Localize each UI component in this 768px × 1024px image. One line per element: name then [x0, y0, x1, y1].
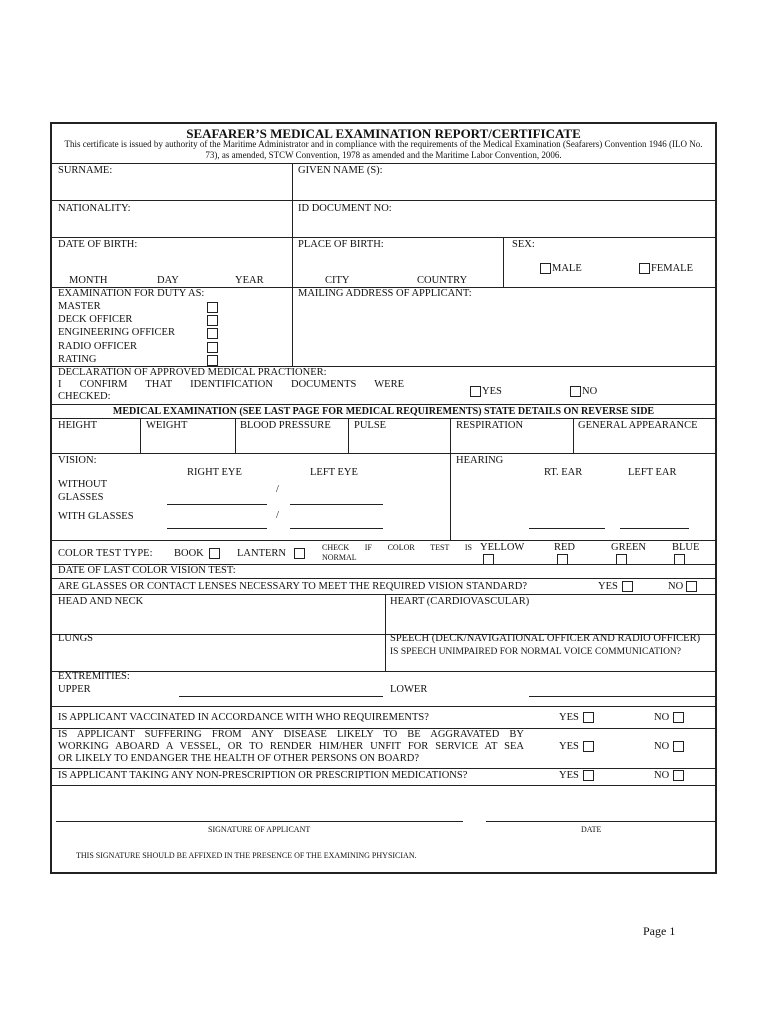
city-label: CITY	[325, 275, 350, 286]
dob-label: DATE OF BIRTH:	[58, 239, 138, 250]
mailing-address-label: MAILING ADDRESS OF APPLICANT:	[298, 288, 472, 299]
blue-label: BLUE	[672, 542, 700, 553]
male-label: MALE	[552, 263, 582, 274]
duty-rating-label: RATING	[58, 354, 97, 365]
glasses-yes-checkbox[interactable]	[622, 581, 633, 592]
medications-yes-label: YES	[559, 770, 579, 781]
vaccinated-no-label: NO	[654, 712, 670, 723]
disease-no-label: NO	[654, 741, 670, 752]
with-glasses-right-line[interactable]	[167, 528, 267, 529]
blue-checkbox[interactable]	[674, 554, 685, 565]
vision-label: VISION:	[58, 455, 97, 466]
vaccinated-no-checkbox[interactable]	[673, 712, 684, 723]
documents-yes-label: YES	[482, 386, 502, 397]
female-checkbox[interactable]	[639, 263, 650, 274]
form-title: SEAFARER’S MEDICAL EXAMINATION REPORT/CERTIFICATE	[186, 126, 581, 141]
date-label: DATE	[581, 825, 602, 834]
medications-no-checkbox[interactable]	[673, 770, 684, 781]
yellow-label: YELLOW	[480, 542, 525, 553]
rule	[52, 578, 715, 579]
country-label: COUNTRY	[417, 275, 468, 286]
without-glasses-right-line[interactable]	[167, 504, 267, 505]
without-glasses-left-line[interactable]	[290, 504, 383, 505]
heart-label: HEART (CARDIOVASCULAR)	[390, 596, 530, 607]
rule	[573, 418, 574, 453]
rule	[348, 418, 349, 453]
pob-label: PLACE OF BIRTH:	[298, 239, 384, 250]
glasses-no-checkbox[interactable]	[686, 581, 697, 592]
disease-question-2: WORKING ABOARD A VESSEL, OR TO RENDER HIM/HER UNFIT FOR SERVICE AT SEA	[58, 741, 524, 752]
rule	[450, 418, 451, 540]
pulse-label: PULSE	[354, 420, 387, 431]
speech-label-1: SPEECH (DECK/NAVIGATIONAL OFFICER AND RADIO OFFICER)	[390, 633, 701, 644]
red-label: RED	[554, 542, 575, 553]
upper-line[interactable]	[179, 696, 383, 697]
book-checkbox[interactable]	[209, 548, 220, 559]
height-label: HEIGHT	[58, 420, 98, 431]
rule	[52, 453, 715, 454]
respiration-label: RESPIRATION	[456, 420, 524, 431]
medical-exam-heading: MEDICAL EXAMINATION (SEE LAST PAGE FOR MEDICAL REQUIREMENTS) STATE DETAILS ON REVERSE SIDE	[112, 406, 655, 417]
male-checkbox[interactable]	[540, 263, 551, 274]
without-glasses-label-2: GLASSES	[58, 492, 104, 503]
month-label: MONTH	[69, 275, 108, 286]
sex-label: SEX:	[512, 239, 535, 250]
duty-rating-checkbox[interactable]	[207, 355, 218, 366]
documents-no-label: NO	[582, 386, 598, 397]
lungs-label: LUNGS	[58, 633, 94, 644]
color-test-type-label: COLOR TEST TYPE:	[58, 548, 153, 559]
declaration-label: DECLARATION OF APPROVED MEDICAL PRACTIONER:	[58, 367, 327, 378]
rule	[52, 163, 715, 164]
left-eye-label: LEFT EYE	[310, 467, 358, 478]
glasses-question: ARE GLASSES OR CONTACT LENSES NECESSARY TO MEET THE REQUIRED VISION STANDARD?	[58, 581, 528, 592]
blood-pressure-label: BLOOD PRESSURE	[240, 420, 331, 431]
year-label: YEAR	[235, 275, 264, 286]
rule	[52, 706, 715, 707]
glasses-yes-label: YES	[598, 581, 618, 592]
disease-yes-label: YES	[559, 741, 579, 752]
medications-yes-checkbox[interactable]	[583, 770, 594, 781]
rule	[140, 418, 141, 453]
with-glasses-label: WITH GLASSES	[58, 511, 134, 522]
right-eye-label: RIGHT EYE	[187, 467, 242, 478]
female-label: FEMALE	[651, 263, 693, 274]
rule	[52, 785, 715, 786]
left-ear-line[interactable]	[620, 528, 689, 529]
rule	[52, 540, 715, 541]
duty-deck-officer-label: DECK OFFICER	[58, 314, 133, 325]
disease-question-3: OR LIKELY TO ENDANGER THE HEALTH OF OTHER PERSONS ON BOARD?	[58, 753, 420, 764]
surname-label: SURNAME:	[58, 165, 113, 176]
lantern-checkbox[interactable]	[294, 548, 305, 559]
rule	[52, 237, 715, 238]
green-checkbox[interactable]	[616, 554, 627, 565]
medications-no-label: NO	[654, 770, 670, 781]
page-number: Page 1	[643, 924, 676, 938]
rule	[52, 404, 715, 405]
green-label: GREEN	[611, 542, 646, 553]
vaccinated-question: IS APPLICANT VACCINATED IN ACCORDANCE WITH WHO REQUIREMENTS?	[58, 712, 429, 723]
duty-radio-officer-label: RADIO OFFICER	[58, 341, 138, 352]
rt-ear-label: RT. EAR	[544, 467, 583, 478]
vaccinated-yes-checkbox[interactable]	[583, 712, 594, 723]
yellow-checkbox[interactable]	[483, 554, 494, 565]
vaccinated-yes-label: YES	[559, 712, 579, 723]
date-line[interactable]	[486, 821, 715, 822]
duty-engineering-officer-label: ENGINEERING OFFICER	[58, 327, 175, 338]
day-label: DAY	[157, 275, 179, 286]
duty-heading: EXAMINATION FOR DUTY AS:	[58, 288, 205, 299]
duty-radio-officer-checkbox[interactable]	[207, 342, 218, 353]
without-glasses-label-1: WITHOUT	[58, 479, 107, 490]
extremities-label: EXTREMITIES:	[58, 671, 130, 682]
slash: /	[276, 484, 279, 495]
signature-note: THIS SIGNATURE SHOULD BE AFFIXED IN THE PRESENCE OF THE EXAMINING PHYSICIAN.	[76, 851, 417, 860]
disease-yes-checkbox[interactable]	[583, 741, 594, 752]
nationality-label: NATIONALITY:	[58, 203, 131, 214]
check-if-normal-line-1: CHECK IF COLOR TEST IS	[322, 543, 472, 552]
rule	[503, 237, 504, 287]
medical-certificate-form	[50, 122, 717, 874]
lower-label: LOWER	[390, 684, 428, 695]
with-glasses-left-line[interactable]	[290, 528, 383, 529]
documents-no-checkbox[interactable]	[570, 386, 581, 397]
hearing-label: HEARING	[456, 455, 504, 466]
duty-deck-officer-checkbox[interactable]	[207, 315, 218, 326]
rule	[52, 594, 715, 595]
confirm-line-2: CHECKED:	[58, 391, 111, 402]
rt-ear-line[interactable]	[529, 528, 605, 529]
given-name-label: GIVEN NAME (S):	[298, 165, 383, 176]
red-checkbox[interactable]	[557, 554, 568, 565]
id-document-label: ID DOCUMENT NO:	[298, 203, 392, 214]
lantern-label: LANTERN	[237, 548, 286, 559]
glasses-no-label: NO	[668, 581, 684, 592]
duty-master-label: MASTER	[58, 301, 101, 312]
medications-question: IS APPLICANT TAKING ANY NON-PRESCRIPTION OR PRESCRIPTION MEDICATIONS?	[58, 770, 468, 781]
head-neck-label: HEAD AND NECK	[58, 596, 144, 607]
rule	[52, 200, 715, 201]
duty-master-checkbox[interactable]	[207, 302, 218, 313]
documents-yes-checkbox[interactable]	[470, 386, 481, 397]
slash: /	[276, 510, 279, 521]
lower-line[interactable]	[529, 696, 715, 697]
rule	[292, 163, 293, 366]
duty-engineering-officer-checkbox[interactable]	[207, 328, 218, 339]
rule	[385, 594, 386, 671]
book-label: BOOK	[174, 548, 204, 559]
last-color-test-label: DATE OF LAST COLOR VISION TEST:	[58, 565, 236, 576]
upper-label: UPPER	[58, 684, 91, 695]
rule	[52, 768, 715, 769]
form-intro: This certificate is issued by authority of the Maritime Administrator and in compliance with the requirements of the Medical Examination (Seafarers) Convention 1946 (ILO No. 73), as amended, STCW Convention, 1978 as amended and the Maritime Labor Convention, 2006.	[64, 139, 703, 160]
general-appearance-label: GENERAL APPEARANCE	[578, 420, 698, 431]
signature-applicant-label: SIGNATURE OF APPLICANT	[208, 825, 311, 834]
rule	[52, 671, 715, 672]
check-if-normal-line-2: NORMAL	[322, 553, 357, 562]
disease-question-1: IS APPLICANT SUFFERING FROM ANY DISEASE LIKELY TO BE AGGRAVATED BY	[58, 729, 524, 740]
rule	[52, 418, 715, 419]
weight-label: WEIGHT	[146, 420, 188, 431]
left-ear-label: LEFT EAR	[628, 467, 677, 478]
rule	[235, 418, 236, 453]
disease-no-checkbox[interactable]	[673, 741, 684, 752]
confirm-line-1: I CONFIRM THAT IDENTIFICATION DOCUMENTS WERE	[58, 379, 404, 390]
speech-label-2: IS SPEECH UNIMPAIRED FOR NORMAL VOICE COMMUNICATION?	[390, 647, 682, 657]
applicant-signature-line[interactable]	[56, 821, 463, 822]
